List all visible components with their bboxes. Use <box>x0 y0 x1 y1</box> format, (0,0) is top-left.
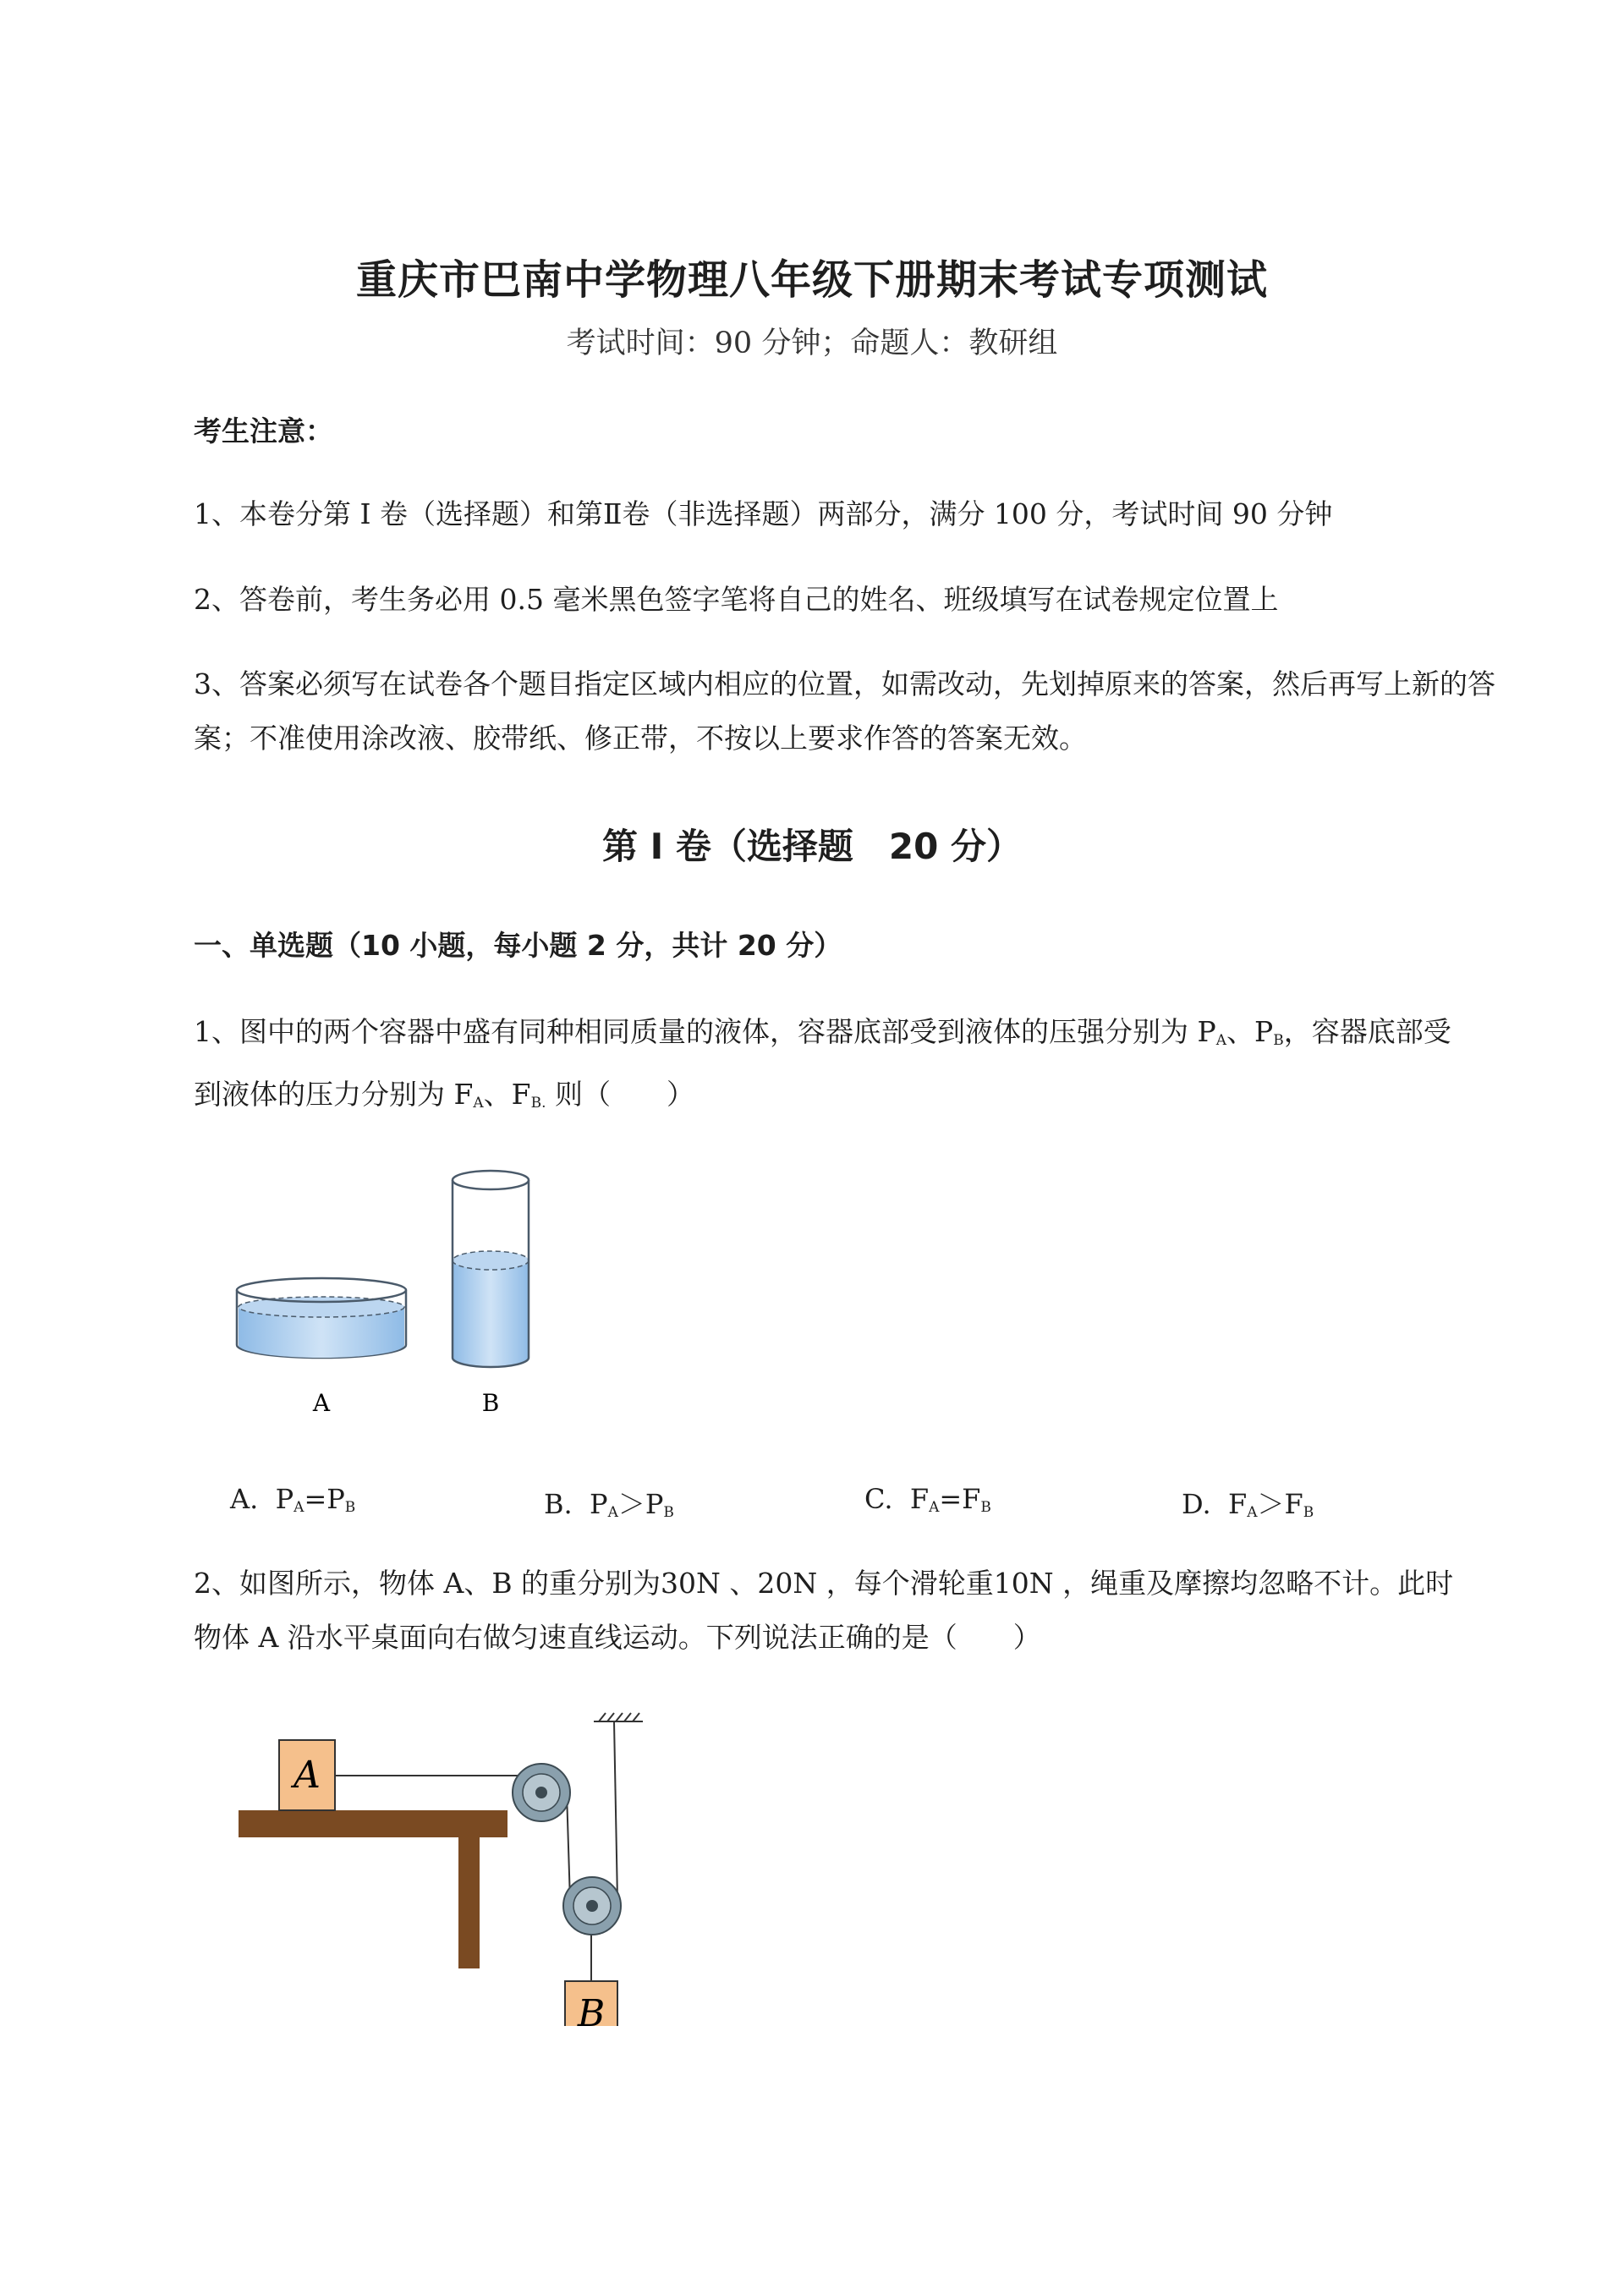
notice-item-1: 1、本卷分第 I 卷（选择题）和第Ⅱ卷（非选择题）两部分，满分 100 分，考试时间 90 分钟 <box>194 497 1333 530</box>
question-2-text: 2、如图所示，物体 A、B 的重分别为30N 、20N ，每个滑轮重10N ，绳重及摩擦均忽略不计。此时 物体 A 沿水平桌面向右做匀速直线运动。下列说法正确的是（ ） <box>194 1567 1454 1654</box>
notice-heading: 考生注意： <box>194 415 333 447</box>
container-b <box>453 1171 529 1367</box>
table <box>239 1810 508 1968</box>
option-a[interactable]: A. $P_A=P_B$ <box>230 1483 356 1516</box>
option-d[interactable]: D. $F_A>F_B$ <box>1182 1488 1314 1521</box>
section-subheading: 一、单选题（10 小题，每小题 2 分，共计 20 分） <box>194 929 842 962</box>
notice-item-3: 3、答案必须写在试卷各个题目指定区域内相应的位置，如需改动，先划掉原来的答案，然后再写上新的答案；不准使用涂改液、胶带纸、修正带，不按以上要求作答的答案无效。 <box>194 667 1495 755</box>
option-b[interactable]: B. $P_A>P_B$ <box>544 1488 674 1521</box>
block-a-label: A <box>294 1754 321 1797</box>
block-b <box>565 1981 617 2026</box>
movable-pulley <box>563 1877 621 1935</box>
page-title: 重庆市巴南中学物理八年级下册期末考试专项测试 <box>355 256 1268 304</box>
container-a <box>237 1278 406 1358</box>
option-c[interactable]: C. $F_A=F_B$ <box>864 1483 991 1516</box>
question-1-text: 1、图中的两个容器中盛有同种相同质量的液体，容器底部受到液体的压强分别为 $P_A$、$P_B$，容器底部受 到液体的压力分别为 $F_A$、$F_{B.}$ 则（ ） <box>194 1015 1451 1112</box>
label-b: B <box>481 1389 500 1417</box>
notice-item-2: 2、答卷前，考生务必用 0.5 毫米黑色签字笔将自己的姓名、班级填写在试卷规定位置上 <box>194 583 1279 616</box>
label-a: A <box>312 1389 331 1417</box>
block-b-label: B <box>577 1992 606 2026</box>
ceiling-mount <box>594 1713 643 1721</box>
block-a <box>279 1740 335 1810</box>
pulley-figure <box>228 1705 668 2026</box>
fixed-pulley <box>513 1764 570 1821</box>
containers-figure <box>220 1163 558 1425</box>
section-title: 第 I 卷（选择题 20 分） <box>602 826 1022 867</box>
exam-info: 考试时间：90 分钟；命题人：教研组 <box>566 327 1058 360</box>
